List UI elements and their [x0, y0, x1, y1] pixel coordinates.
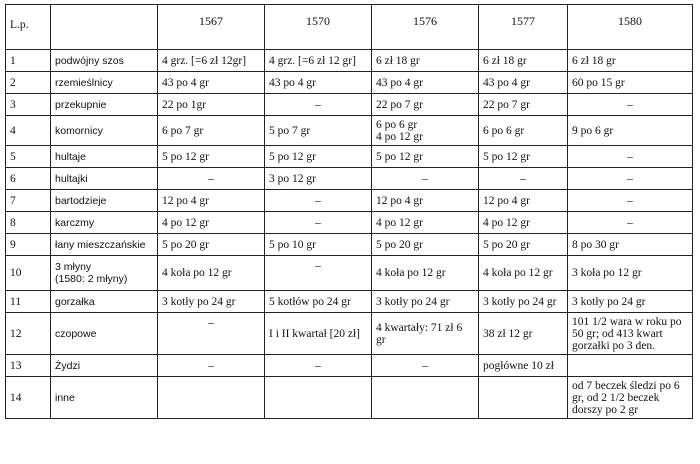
row-category: inne: [51, 377, 158, 419]
year-header-1577: 1577: [479, 5, 568, 50]
row-cell: 60 po 15 gr: [568, 72, 693, 94]
row-category: karczmy: [51, 212, 158, 234]
row-cell: 6 po 7 gr: [158, 116, 265, 146]
row-cell: 22 po 7 gr: [372, 94, 479, 116]
row-number: 10: [6, 256, 51, 291]
tax-table: [5, 4, 693, 419]
table-body: [6, 5, 693, 419]
row-cell: 5 po 12 gr: [265, 146, 372, 168]
row-cell: –: [372, 168, 479, 190]
row-cell: 12 po 4 gr: [158, 190, 265, 212]
row-cell: 43 po 4 gr: [479, 72, 568, 94]
table-row: [6, 50, 693, 72]
row-cell: 4 grz. [=6 zł 12 gr]: [265, 50, 372, 72]
row-category: komornicy: [51, 116, 158, 146]
table-row: [6, 72, 693, 94]
row-cell: –: [568, 212, 693, 234]
row-number: 9: [6, 234, 51, 256]
row-cell: 4 kwartały: 71 zł 6 gr: [372, 313, 479, 355]
row-cell: –: [265, 212, 372, 234]
row-cell: [158, 377, 265, 419]
row-number: 4: [6, 116, 51, 146]
row-cell: 4 po 12 gr: [158, 212, 265, 234]
row-cell: 12 po 4 gr: [372, 190, 479, 212]
header-row: [6, 5, 693, 50]
year-header-1567: 1567: [158, 5, 265, 50]
row-cell: I i II kwartał [20 zł]: [265, 313, 372, 355]
row-cell: 5 po 12 gr: [372, 146, 479, 168]
row-cell: –: [158, 355, 265, 377]
table-row: [6, 116, 693, 146]
row-cell: [568, 355, 693, 377]
row-category: hultajki: [51, 168, 158, 190]
row-cell: 5 po 10 gr: [265, 234, 372, 256]
row-cell: –: [265, 355, 372, 377]
row-category: łany mieszczańskie: [51, 234, 158, 256]
row-number: 12: [6, 313, 51, 355]
row-cell: –: [568, 146, 693, 168]
table-row: [6, 377, 693, 419]
row-cell: 12 po 4 gr: [479, 190, 568, 212]
row-cell: 3 po 12 gr: [265, 168, 372, 190]
row-number: 13: [6, 355, 51, 377]
row-number: 1: [6, 50, 51, 72]
tax-table-wrapper: [5, 4, 693, 419]
row-cell: –: [158, 168, 265, 190]
year-header-1580: 1580: [568, 5, 693, 50]
row-cell: 43 po 4 gr: [265, 72, 372, 94]
row-cell: 4 koła po 12 gr: [479, 256, 568, 291]
year-header-1570: 1570: [265, 5, 372, 50]
row-cell: 5 po 20 gr: [372, 234, 479, 256]
row-cell: 3 koła po 12 gr: [568, 256, 693, 291]
row-cell: 6 po 6 gr 4 po 12 gr: [372, 116, 479, 146]
row-cell: –: [265, 94, 372, 116]
row-cell: 43 po 4 gr: [158, 72, 265, 94]
row-cell: 4 koła po 12 gr: [372, 256, 479, 291]
row-number: 5: [6, 146, 51, 168]
row-number: 6: [6, 168, 51, 190]
row-cell: –: [265, 256, 372, 291]
row-cell: 8 po 30 gr: [568, 234, 693, 256]
row-cell: –: [158, 313, 265, 355]
row-category: hultaje: [51, 146, 158, 168]
row-cell: –: [568, 168, 693, 190]
row-category: bartodzieje: [51, 190, 158, 212]
row-number: 11: [6, 291, 51, 313]
row-cell: 4 koła po 12 gr: [158, 256, 265, 291]
row-cell: –: [568, 94, 693, 116]
table-row: [6, 94, 693, 116]
row-cell: 9 po 6 gr: [568, 116, 693, 146]
row-cell: –: [372, 355, 479, 377]
row-cell: [265, 377, 372, 419]
row-number: 2: [6, 72, 51, 94]
row-cell: 3 kotły po 24 gr: [568, 291, 693, 313]
row-category: podwójny szos: [51, 50, 158, 72]
table-row: [6, 146, 693, 168]
row-cell: [479, 377, 568, 419]
row-cell: 4 grz. [=6 zł 12gr]: [158, 50, 265, 72]
row-cell: 22 po 1gr: [158, 94, 265, 116]
row-number: 7: [6, 190, 51, 212]
row-cell: –: [265, 190, 372, 212]
row-category: 3 młyny (1580: 2 młyny): [51, 256, 158, 291]
year-header-1576: 1576: [372, 5, 479, 50]
table-row: [6, 291, 693, 313]
row-cell: –: [568, 190, 693, 212]
row-cell: 6 zł 18 gr: [568, 50, 693, 72]
row-category: czopowe: [51, 313, 158, 355]
row-category: rzemieślnicy: [51, 72, 158, 94]
row-cell: 5 kotłów po 24 gr: [265, 291, 372, 313]
row-category: przekupnie: [51, 94, 158, 116]
table-row: [6, 313, 693, 355]
row-cell: 6 zł 18 gr: [479, 50, 568, 72]
row-cell: 3 kotły po 24 gr: [158, 291, 265, 313]
table-row: [6, 355, 693, 377]
row-cell: pogłówne 10 zł: [479, 355, 568, 377]
row-cell: 4 po 12 gr: [479, 212, 568, 234]
table-row: [6, 256, 693, 291]
row-cell: [372, 377, 479, 419]
table-row: [6, 168, 693, 190]
row-cell: 6 po 6 gr: [479, 116, 568, 146]
row-cell: 5 po 20 gr: [158, 234, 265, 256]
table-row: [6, 234, 693, 256]
row-number: 3: [6, 94, 51, 116]
row-cell: 3 kotły po 24 gr: [479, 291, 568, 313]
row-cell: od 7 beczek śledzi po 6 gr, od 2 1/2 beczek dorszy po 2 gr: [568, 377, 693, 419]
row-cell: 5 po 12 gr: [158, 146, 265, 168]
table-row: [6, 190, 693, 212]
row-category: gorzałka: [51, 291, 158, 313]
row-number: 8: [6, 212, 51, 234]
row-cell: 6 zł 18 gr: [372, 50, 479, 72]
lp-header: L.p.: [6, 5, 51, 50]
row-number: 14: [6, 377, 51, 419]
category-header: [51, 5, 158, 50]
row-cell: 5 po 12 gr: [479, 146, 568, 168]
row-cell: 4 po 12 gr: [372, 212, 479, 234]
row-cell: –: [479, 168, 568, 190]
row-category: Żydzi: [51, 355, 158, 377]
row-cell: 5 po 7 gr: [265, 116, 372, 146]
row-cell: 38 zł 12 gr: [479, 313, 568, 355]
row-cell: 22 po 7 gr: [479, 94, 568, 116]
row-cell: 3 kotły po 24 gr: [372, 291, 479, 313]
row-cell: 43 po 4 gr: [372, 72, 479, 94]
row-cell: 5 po 20 gr: [479, 234, 568, 256]
row-cell: 101 1/2 wara w roku po 50 gr; od 413 kwart gorzałki po 3 den.: [568, 313, 693, 355]
table-row: [6, 212, 693, 234]
